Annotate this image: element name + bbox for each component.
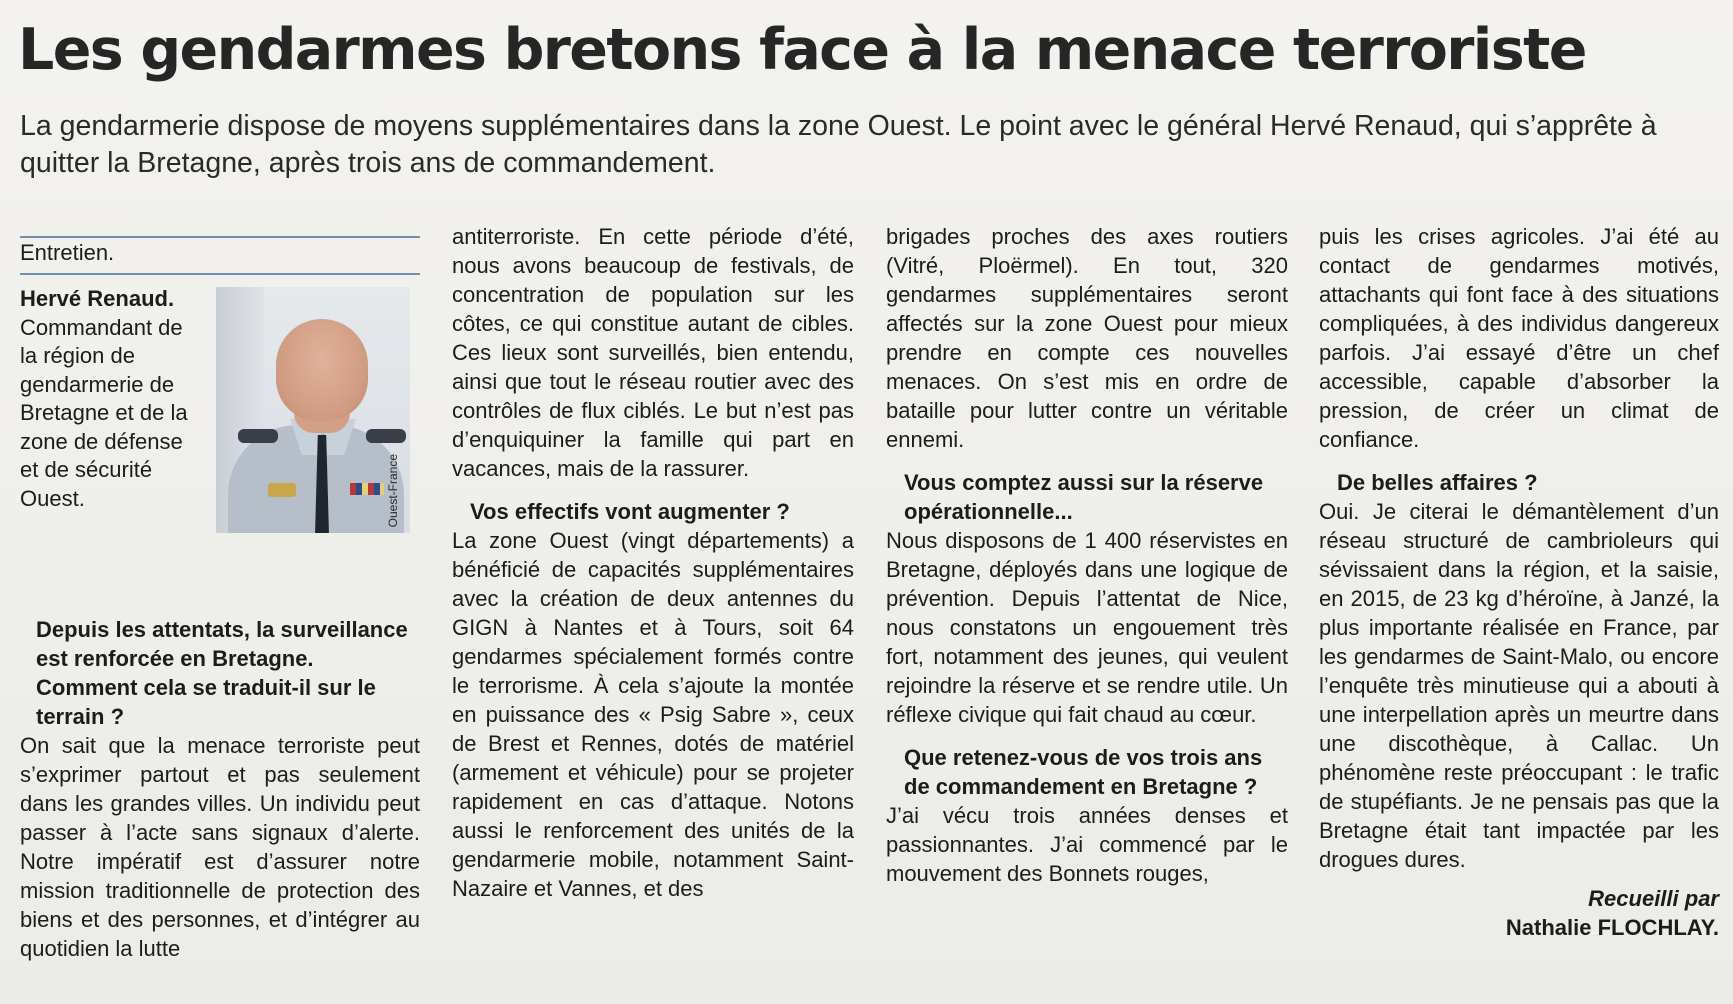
photo-badge [268,483,296,497]
byline-author: Nathalie FLOCHLAY. [1505,915,1719,940]
standfirst: La gendarmerie dispose de moyens supplémentaires dans la zone Ouest. Le point avec le général Hervé Renaud, qui s’apprête à quitter la Bretagne, après trois ans de commandement. [20,110,1657,179]
question-1: Depuis les attentats, la surveillance est renforcée en Bretagne. Comment cela se traduit-il sur le terrain ? [36,617,408,729]
answer-1-part-1: On sait que la menace terroriste peut s’exprimer partout et pas seulement dans les grandes villes. Un individu peut passer à l’acte sans signaux d’alerte. Notre impératif est d’assurer notre mission traditionnelle de protection des biens et des personnes, et d’intégrer au quotidien la lutte [20,733,420,961]
byline-collected-by: Recueilli par [1588,886,1719,911]
photo-head [276,319,368,421]
section-label: Entretien. [20,240,115,265]
answer-5: Oui. Je citerai le démantèlement d’un réseau structuré de cambrioleurs qui sévissaient dans la région, et la saisie, en 2015, de 23 kg d’héroïne, à Janzé, la plus importante réalisée en France, par les gendarmes de Saint-Malo, ou encore l’enquête très minutieuse qui a abouti à une interpellation après un meurtre dans une discothèque, à Callac. Un phénomène reste préoccupant : le trafic de stupéfiants. Je ne pensais pas que la Bretagne était tant impactée par les drogues dures. [1319,499,1719,872]
answer-2-part-2: brigades proches des axes routiers (Vitré, Ploërmel). En tout, 320 gendarmes supplémentaires seront affectés sur la zone Ouest pour mieux prendre en compte ces nouvelles menaces. On s’est mis en ordre de bataille pour lutter contre un véritable ennemi. [886,224,1288,452]
photo-epaulette-right [366,429,406,443]
column-1 [20,236,420,963]
headline: Les gendarmes bretons face à la menace terroriste [18,17,1586,83]
section-rule-bottom [20,273,420,275]
column-4 [1319,222,1719,942]
bio-text: Commandant de la région de gendarmerie de Bretagne et de la zone de défense et de sécurité Ouest. [20,314,188,511]
bio-name: Hervé Renaud. [20,286,175,311]
question-3: Vous comptez aussi sur la réserve opérationnelle... [904,470,1264,524]
answer-4-part-1: J’ai vécu trois années denses et passionnantes. J’ai commencé par le mouvement des Bonnets rouges, [886,803,1288,886]
bio-block [20,285,420,533]
question-4: Que retenez-vous de vos trois ans de commandement en Bretagne ? [904,745,1263,799]
byline [1319,884,1719,942]
question-2: Vos effectifs vont augmenter ? [470,499,790,524]
question-5: De belles affaires ? [1337,470,1538,495]
photo-epaulette-left [238,429,278,443]
bio [20,285,205,513]
column-2 [452,222,854,903]
answer-2-part-1: La zone Ouest (vingt départements) a bénéficié de capacités supplémentaires avec la création de deux antennes du GIGN à Nantes et à Tours, soit 64 gendarmes spécialement formés contre le terrorisme. À cela s’ajoute la montée en puissance des « Psig Sabre », ceux de Brest et Rennes, dotés de matériel (armement et véhicule) pour se projeter rapidement en cas d’attaque. Notons aussi le renforcement des unités de la gendarmerie mobile, notamment Saint-Nazaire et Vannes, et des [452,528,854,901]
column-3 [886,222,1288,888]
answer-4-part-2: puis les crises agricoles. J’ai été au contact de gendarmes motivés, attachants qui font face à des situations compliquées, à des individus dangereux parfois. J’ai essayé d’être un chef accessible, capable d’absorber la pression, de créer un climat de confiance. [1319,224,1719,452]
answer-3: Nous disposons de 1 400 réservistes en Bretagne, déployés dans une logique de prévention. Depuis l’attentat de Nice, nous constatons un engouement très fort, notamment des jeunes, qui veulent rejoindre la réserve et se rendre utile. Un réflexe civique qui fait chaud au cœur. [886,528,1288,727]
portrait-photo [216,287,410,533]
answer-1-part-2: antiterroriste. En cette période d’été, nous avons beaucoup de festivals, de concentration de population sur les côtes, ce qui constitue autant de cibles. Ces lieux sont surveillés, bien entendu, ainsi que tout le réseau routier avec des contrôles de flux ciblés. Le but n’est pas d’enquiquiner la famille qui part en vacances, mais de la rassurer. [452,224,854,481]
photo-credit: Ouest-France [386,453,400,527]
